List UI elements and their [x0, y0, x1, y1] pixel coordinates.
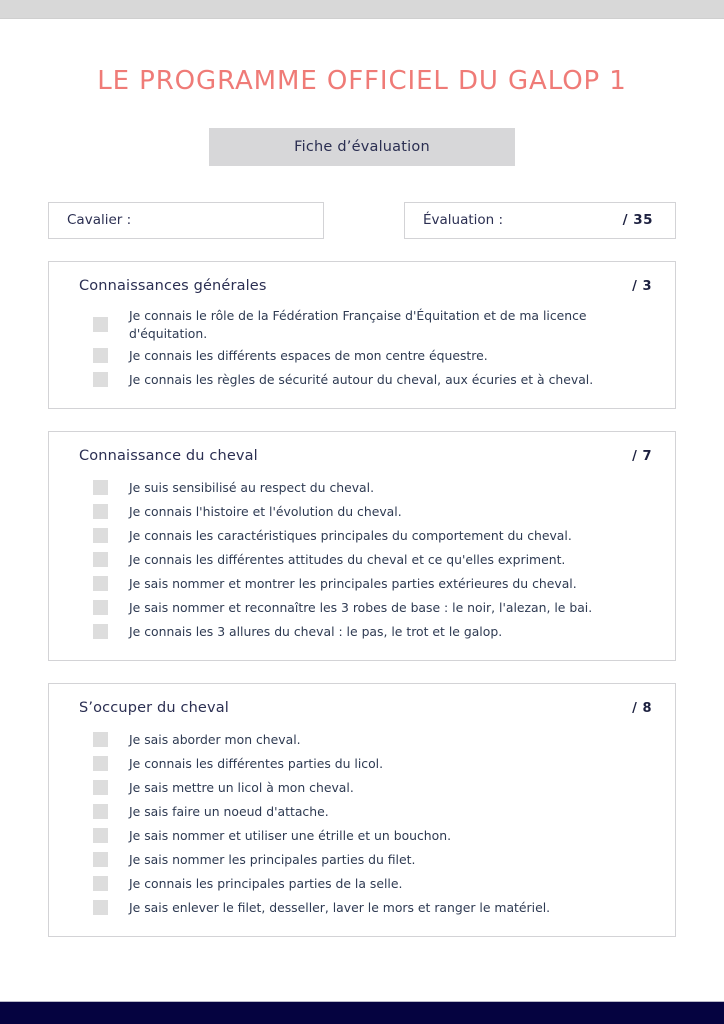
criteria-item [69, 500, 655, 524]
checkbox-icon[interactable] [93, 732, 108, 747]
criteria-item-label: Je sais aborder mon cheval. [129, 731, 301, 747]
checkbox-icon[interactable] [93, 480, 108, 495]
criteria-item-label: Je connais le rôle de la Fédération Française d'Équitation et de ma licence d'équitation. [129, 307, 587, 341]
criteria-list [69, 476, 655, 644]
section-title: Connaissance du cheval [79, 447, 258, 464]
criteria-item [69, 752, 655, 776]
criteria-item [69, 476, 655, 500]
criteria-item-label: Je connais les différentes attitudes du cheval et ce qu'elles expriment. [129, 551, 566, 567]
checkbox-icon[interactable] [93, 317, 108, 332]
criteria-list [69, 728, 655, 920]
criteria-item [69, 848, 655, 872]
section-card [48, 431, 676, 661]
section-score: / 7 [632, 448, 652, 464]
section-title: S’occuper du cheval [79, 699, 229, 716]
criteria-item [69, 548, 655, 572]
sections-container [48, 261, 676, 937]
checkbox-icon[interactable] [93, 576, 108, 591]
criteria-item [69, 728, 655, 752]
criteria-item-label: Je sais nommer et montrer les principales parties extérieures du cheval. [129, 575, 577, 591]
section-score: / 8 [632, 700, 652, 716]
checkbox-icon[interactable] [93, 900, 108, 915]
criteria-item-label: Je connais les 3 allures du cheval : le pas, le trot et le galop. [129, 623, 503, 639]
criteria-item [69, 896, 655, 920]
subtitle-text: Fiche d’évaluation [294, 138, 430, 155]
checkbox-icon[interactable] [93, 852, 108, 867]
section-title: Connaissances générales [79, 277, 267, 294]
criteria-item [69, 368, 655, 392]
criteria-item-label: Je sais mettre un licol à mon cheval. [129, 779, 354, 795]
criteria-list [69, 306, 655, 392]
checkbox-icon[interactable] [93, 804, 108, 819]
criteria-item [69, 572, 655, 596]
checkbox-icon[interactable] [93, 552, 108, 567]
top-decorative-bar [0, 0, 724, 19]
checkbox-icon[interactable] [93, 828, 108, 843]
criteria-item [69, 344, 655, 368]
rider-name-label: Cavalier : [67, 212, 132, 229]
checkbox-icon[interactable] [93, 372, 108, 387]
evaluation-label: Évaluation : [423, 212, 504, 229]
section-card [48, 261, 676, 409]
criteria-item [69, 620, 655, 644]
section-header [69, 278, 655, 294]
criteria-item-label: Je sais nommer les principales parties du filet. [129, 851, 416, 867]
rider-name-field[interactable] [48, 202, 324, 239]
bottom-decorative-bar [0, 1001, 724, 1024]
checkbox-icon[interactable] [93, 780, 108, 795]
section-score: / 3 [632, 278, 652, 294]
criteria-item-label: Je connais les principales parties de la selle. [129, 875, 403, 891]
checkbox-icon[interactable] [93, 876, 108, 891]
criteria-item-label: Je sais nommer et utiliser une étrille et un bouchon. [129, 827, 452, 843]
checkbox-icon[interactable] [93, 600, 108, 615]
criteria-item [69, 872, 655, 896]
criteria-item-label: Je sais enlever le filet, desseller, laver le mors et ranger le matériel. [129, 899, 551, 915]
evaluation-score-field[interactable] [404, 202, 676, 239]
identity-row [48, 202, 676, 239]
criteria-item [69, 306, 655, 344]
criteria-item-label: Je connais les différents espaces de mon centre équestre. [129, 347, 488, 363]
criteria-item [69, 776, 655, 800]
criteria-item-label: Je sais nommer et reconnaître les 3 robes de base : le noir, l'alezan, le bai. [129, 599, 593, 615]
criteria-item-label: Je connais l'histoire et l'évolution du cheval. [129, 503, 402, 519]
checkbox-icon[interactable] [93, 756, 108, 771]
evaluation-total-score: / 35 [622, 212, 653, 229]
page-content [0, 19, 724, 1024]
criteria-item-label: Je suis sensibilisé au respect du cheval. [129, 479, 375, 495]
criteria-item [69, 596, 655, 620]
section-header [69, 448, 655, 464]
checkbox-icon[interactable] [93, 528, 108, 543]
subtitle-band [209, 128, 515, 166]
checkbox-icon[interactable] [93, 624, 108, 639]
page-title: LE PROGRAMME OFFICIEL DU GALOP 1 [97, 66, 627, 96]
checkbox-icon[interactable] [93, 504, 108, 519]
checkbox-icon[interactable] [93, 348, 108, 363]
criteria-item [69, 800, 655, 824]
criteria-item-label: Je sais faire un noeud d'attache. [129, 803, 329, 819]
criteria-item-label: Je connais les règles de sécurité autour du cheval, aux écuries et à cheval. [129, 371, 594, 387]
criteria-item-label: Je connais les différentes parties du licol. [129, 755, 384, 771]
criteria-item [69, 524, 655, 548]
criteria-item-label: Je connais les caractéristiques principales du comportement du cheval. [129, 527, 572, 543]
criteria-item [69, 824, 655, 848]
section-header [69, 700, 655, 716]
section-card [48, 683, 676, 937]
